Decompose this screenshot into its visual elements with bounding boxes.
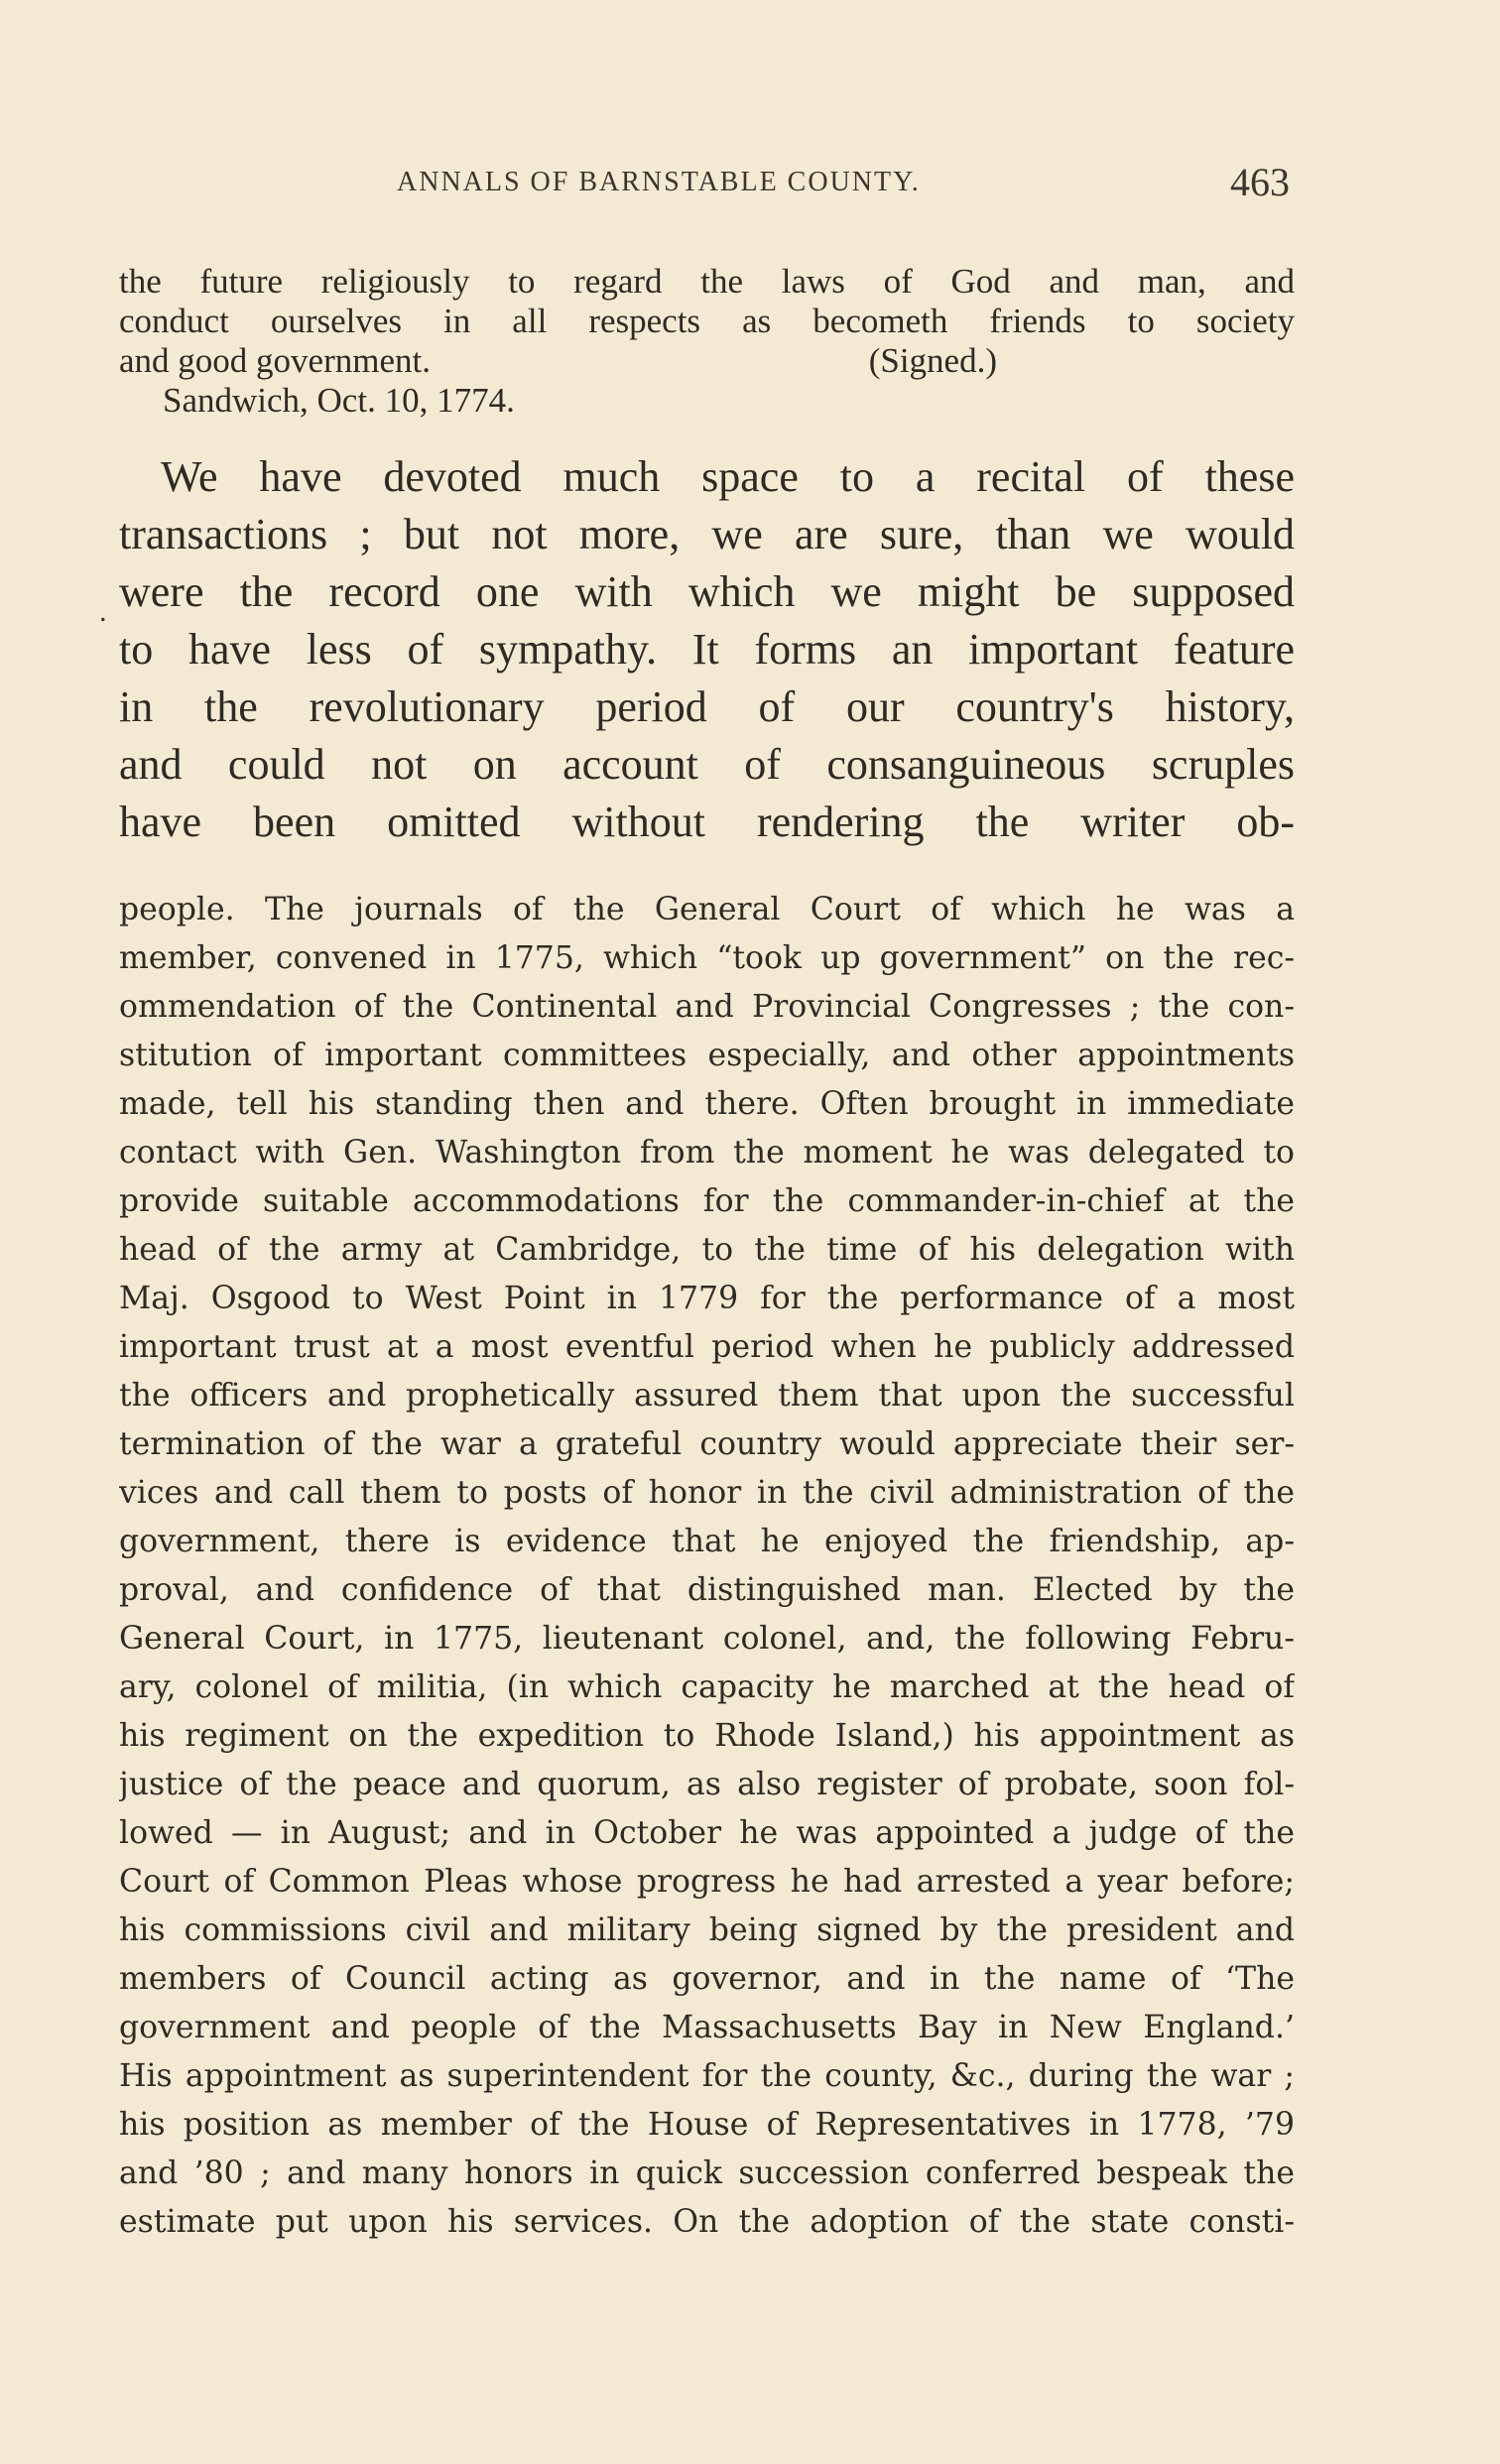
footnote-line: his commissions civil and military being signed by the president and [119,1912,1295,1948]
footnote-line: government, there is evidence that he enjoyed the friendship, ap- [119,1524,1295,1559]
footnote-line: and ’80 ; and many honors in quick succession conferred bespeak the [119,2156,1295,2191]
footnote-line: General Court, in 1775, lieutenant colonel, and, the following Febru- [119,1621,1295,1657]
footnote-line: estimate put upon his services. On the adoption of the state consti- [119,2204,1295,2240]
footnote-line: justice of the peace and quorum, as also register of probate, soon fol- [119,1767,1295,1802]
footnote-line: made, tell his standing then and there. Often brought in immediate [119,1086,1295,1122]
main-line-6: and could not on account of consanguineous scruples [119,740,1295,789]
footnote-line: proval, and confidence of that distinguished man. Elected by the [119,1572,1295,1608]
place-and-date: Sandwich, Oct. 10, 1774. [163,381,515,420]
footnote-line: Maj. Osgood to West Point in 1779 for the performance of a most [119,1281,1295,1316]
footnote-line: people. The journals of the General Court of which he was a [119,892,1295,927]
footnote-line: termination of the war a grateful country would appreciate their ser- [119,1426,1295,1462]
footnote-line: his regiment on the expedition to Rhode Island,) his appointment as [119,1718,1295,1754]
footnote [119,886,1295,2247]
footnote-line: contact with Gen. Washington from the moment he was delegated to [119,1135,1295,1170]
opening-line-3-text: and good government. [119,341,431,380]
footnote-line: Court of Common Pleas whose progress he had arrested a year before; [119,1864,1295,1900]
footnote-line: his position as member of the House of Representatives in 1778, ’79 [119,2107,1295,2143]
running-head: ANNALS OF BARNSTABLE COUNTY. [397,167,921,197]
main-paragraph [119,448,1295,851]
footnote-line: member, convened in 1775, which “took up government” on the rec- [119,940,1295,976]
main-line-1: We have devoted much space to a recital of these [161,452,1295,501]
footnote-line: lowed — in August; and in October he was appointed a judge of the [119,1815,1295,1851]
opening-line-3 [119,341,1295,381]
margin-mark: . [99,595,107,628]
opening-line-1: the future religiously to regard the laws of God and man, and [119,262,1295,301]
main-line-5: in the revolutionary period of our country's history, [119,682,1295,731]
main-line-4: to have less of sympathy. It forms an important feature [119,625,1295,674]
main-line-3: were the record one with which we might be supposed [119,567,1295,616]
footnote-line: government and people of the Massachusetts Bay in New England.’ [119,2010,1295,2045]
footnote-line: provide suitable accommodations for the commander-in-chief at the [119,1183,1295,1219]
footnote-line: ary, colonel of militia, (in which capacity he marched at the head of [119,1669,1295,1705]
main-line-7: have been omitted without rendering the writer ob- [119,798,1295,846]
footnote-line: ommendation of the Continental and Provincial Congresses ; the con- [119,989,1295,1025]
footnote-line: members of Council acting as governor, and in the name of ‘The [119,1961,1295,1997]
footnote-line: vices and call them to posts of honor in the civil administration of the [119,1475,1295,1511]
footnote-line: important trust at a most eventful period when he publicly addressed [119,1329,1295,1365]
footnote-line: His appointment as superintendent for the county, &c., during the war ; [119,2058,1295,2094]
page-number: 463 [1230,160,1290,204]
main-line-2: transactions ; but not more, we are sure, than we would [119,510,1295,558]
opening-line-2: conduct ourselves in all respects as becometh friends to society [119,302,1295,340]
footnote-line: head of the army at Cambridge, to the time of his delegation with [119,1232,1295,1268]
footnote-line: stitution of important committees especially, and other appointments [119,1038,1295,1073]
opening-paragraph [119,262,1295,421]
page-header [397,159,1290,208]
footnote-line: the officers and prophetically assured them that upon the successful [119,1378,1295,1414]
signature-note: (Signed.) [868,341,997,380]
